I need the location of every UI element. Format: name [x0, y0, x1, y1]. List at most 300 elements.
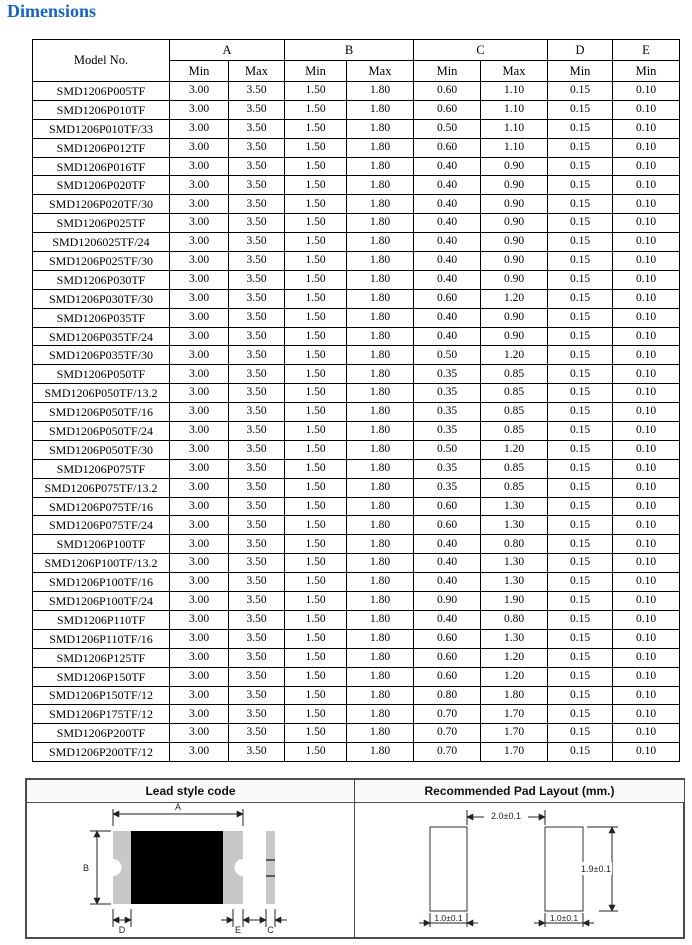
dim-label-b: B — [82, 863, 89, 873]
value-cell: 1.80 — [347, 157, 414, 176]
value-cell: 1.50 — [285, 592, 347, 611]
value-cell: 0.90 — [481, 195, 548, 214]
model-no-cell: SMD1206P020TF/30 — [33, 195, 170, 214]
dim-gap: 2.0±0.1 — [491, 811, 521, 821]
value-cell: 0.60 — [414, 648, 481, 667]
value-cell: 0.15 — [548, 705, 613, 724]
value-cell: 3.00 — [170, 422, 229, 441]
model-no-cell: SMD1206P075TF/16 — [33, 497, 170, 516]
value-cell: 1.10 — [481, 100, 548, 119]
value-cell: 0.90 — [481, 270, 548, 289]
value-cell: 1.80 — [347, 629, 414, 648]
value-cell: 1.50 — [285, 440, 347, 459]
lead-style-panel — [27, 780, 355, 937]
dim-label-d: D — [118, 925, 126, 935]
value-cell: 1.80 — [347, 195, 414, 214]
value-cell: 0.90 — [481, 308, 548, 327]
value-cell: 3.00 — [170, 516, 229, 535]
dim-pad-height: 1.9±0.1 — [581, 864, 611, 874]
value-cell: 1.50 — [285, 610, 347, 629]
right-notch — [235, 859, 252, 876]
value-cell: 3.00 — [170, 384, 229, 403]
value-cell: 3.50 — [229, 440, 285, 459]
model-no-cell: SMD1206P025TF — [33, 214, 170, 233]
value-cell: 3.00 — [170, 705, 229, 724]
value-cell: 0.10 — [613, 157, 680, 176]
model-no-cell: SMD1206P125TF — [33, 648, 170, 667]
value-cell: 0.10 — [613, 422, 680, 441]
value-cell: 0.15 — [548, 82, 613, 101]
value-cell: 1.30 — [481, 629, 548, 648]
value-cell: 0.85 — [481, 384, 548, 403]
table-row — [33, 365, 680, 384]
value-cell: 0.10 — [613, 573, 680, 592]
value-cell: 3.50 — [229, 82, 285, 101]
value-cell: 3.50 — [229, 327, 285, 346]
value-cell: 3.50 — [229, 233, 285, 252]
table-row — [33, 403, 680, 422]
value-cell: 0.10 — [613, 233, 680, 252]
value-cell: 0.85 — [481, 459, 548, 478]
value-cell: 0.35 — [414, 403, 481, 422]
value-cell: 0.15 — [548, 233, 613, 252]
value-cell: 0.15 — [548, 119, 613, 138]
value-cell: 0.50 — [414, 119, 481, 138]
left-notch — [105, 859, 122, 876]
value-cell: 0.15 — [548, 554, 613, 573]
dim-label-c: C — [267, 925, 274, 935]
value-cell: 1.80 — [347, 535, 414, 554]
value-cell: 1.80 — [347, 724, 414, 743]
value-cell: 0.15 — [548, 592, 613, 611]
table-row — [33, 705, 680, 724]
value-cell: 0.10 — [613, 346, 680, 365]
value-cell: 3.00 — [170, 100, 229, 119]
subheader-a-min: Min — [170, 61, 229, 82]
col-header-c: C — [414, 40, 548, 61]
dim-left-pad-width: 1.0±0.1 — [434, 913, 463, 923]
value-cell: 1.80 — [347, 592, 414, 611]
value-cell: 1.30 — [481, 516, 548, 535]
value-cell: 1.20 — [481, 648, 548, 667]
value-cell: 3.50 — [229, 573, 285, 592]
value-cell: 1.80 — [347, 478, 414, 497]
table-row — [33, 743, 680, 762]
value-cell: 0.35 — [414, 365, 481, 384]
value-cell: 0.40 — [414, 214, 481, 233]
value-cell: 1.50 — [285, 743, 347, 762]
value-cell: 1.50 — [285, 705, 347, 724]
subheader-b-max: Max — [347, 61, 414, 82]
value-cell: 3.00 — [170, 667, 229, 686]
value-cell: 1.80 — [347, 497, 414, 516]
value-cell: 3.50 — [229, 610, 285, 629]
model-no-cell: SMD1206P200TF/12 — [33, 743, 170, 762]
value-cell: 0.10 — [613, 308, 680, 327]
value-cell: 0.10 — [613, 535, 680, 554]
pad-layout-panel — [355, 780, 684, 937]
value-cell: 0.15 — [548, 667, 613, 686]
value-cell: 1.80 — [347, 289, 414, 308]
value-cell: 0.15 — [548, 252, 613, 271]
value-cell: 0.10 — [613, 327, 680, 346]
value-cell: 1.80 — [347, 554, 414, 573]
model-no-cell: SMD1206P016TF — [33, 157, 170, 176]
value-cell: 0.70 — [414, 705, 481, 724]
table-row — [33, 535, 680, 554]
value-cell: 0.85 — [481, 478, 548, 497]
model-no-cell: SMD1206P110TF/16 — [33, 629, 170, 648]
value-cell: 3.50 — [229, 478, 285, 497]
value-cell: 0.10 — [613, 610, 680, 629]
value-cell: 0.10 — [613, 629, 680, 648]
value-cell: 3.00 — [170, 82, 229, 101]
value-cell: 1.50 — [285, 327, 347, 346]
value-cell: 1.30 — [481, 497, 548, 516]
value-cell: 1.80 — [347, 459, 414, 478]
value-cell: 3.00 — [170, 743, 229, 762]
value-cell: 0.10 — [613, 82, 680, 101]
value-cell: 1.50 — [285, 365, 347, 384]
value-cell: 3.00 — [170, 573, 229, 592]
table-row — [33, 289, 680, 308]
value-cell: 3.00 — [170, 535, 229, 554]
value-cell: 0.15 — [548, 176, 613, 195]
value-cell: 1.80 — [347, 648, 414, 667]
value-cell: 0.15 — [548, 724, 613, 743]
value-cell: 0.10 — [613, 119, 680, 138]
col-header-d: D — [548, 40, 613, 61]
value-cell: 0.90 — [481, 157, 548, 176]
model-no-cell: SMD1206P150TF/12 — [33, 686, 170, 705]
value-cell: 0.40 — [414, 573, 481, 592]
table-row — [33, 516, 680, 535]
value-cell: 0.40 — [414, 176, 481, 195]
value-cell: 0.10 — [613, 743, 680, 762]
value-cell: 1.80 — [347, 176, 414, 195]
table-row — [33, 610, 680, 629]
value-cell: 0.15 — [548, 743, 613, 762]
table-row — [33, 270, 680, 289]
table-row — [33, 176, 680, 195]
value-cell: 1.10 — [481, 138, 548, 157]
value-cell: 0.15 — [548, 573, 613, 592]
col-header-b: B — [285, 40, 414, 61]
value-cell: 3.00 — [170, 270, 229, 289]
value-cell: 1.80 — [347, 422, 414, 441]
value-cell: 3.00 — [170, 157, 229, 176]
value-cell: 1.70 — [481, 724, 548, 743]
dim-label-e: E — [234, 925, 242, 935]
value-cell: 1.70 — [481, 705, 548, 724]
value-cell: 3.00 — [170, 478, 229, 497]
value-cell: 1.50 — [285, 138, 347, 157]
value-cell: 3.00 — [170, 195, 229, 214]
value-cell: 3.50 — [229, 119, 285, 138]
value-cell: 0.60 — [414, 100, 481, 119]
value-cell: 0.15 — [548, 610, 613, 629]
value-cell: 3.00 — [170, 233, 229, 252]
value-cell: 1.20 — [481, 289, 548, 308]
value-cell: 0.10 — [613, 100, 680, 119]
table-row — [33, 629, 680, 648]
value-cell: 0.10 — [613, 138, 680, 157]
value-cell: 0.10 — [613, 667, 680, 686]
value-cell: 0.10 — [613, 176, 680, 195]
table-row — [33, 440, 680, 459]
model-no-cell: SMD1206P050TF/30 — [33, 440, 170, 459]
value-cell: 0.10 — [613, 270, 680, 289]
value-cell: 1.80 — [347, 743, 414, 762]
value-cell: 0.90 — [481, 214, 548, 233]
value-cell: 1.80 — [347, 308, 414, 327]
model-no-cell: SMD1206P100TF — [33, 535, 170, 554]
table-row — [33, 157, 680, 176]
table-row — [33, 573, 680, 592]
value-cell: 1.30 — [481, 573, 548, 592]
model-no-cell: SMD1206P030TF — [33, 270, 170, 289]
value-cell: 3.00 — [170, 119, 229, 138]
value-cell: 0.10 — [613, 252, 680, 271]
left-pad — [430, 827, 467, 911]
value-cell: 1.80 — [347, 346, 414, 365]
value-cell: 3.50 — [229, 554, 285, 573]
value-cell: 1.50 — [285, 629, 347, 648]
value-cell: 0.15 — [548, 497, 613, 516]
value-cell: 0.80 — [481, 535, 548, 554]
value-cell: 1.50 — [285, 648, 347, 667]
model-no-cell: SMD1206P035TF — [33, 308, 170, 327]
value-cell: 0.60 — [414, 82, 481, 101]
table-row — [33, 308, 680, 327]
subheader-c-min: Min — [414, 61, 481, 82]
value-cell: 0.15 — [548, 327, 613, 346]
value-cell: 0.40 — [414, 270, 481, 289]
table-row — [33, 592, 680, 611]
value-cell: 0.10 — [613, 365, 680, 384]
model-no-cell: SMD1206P010TF — [33, 100, 170, 119]
value-cell: 0.15 — [548, 478, 613, 497]
model-no-cell: SMD1206P020TF — [33, 176, 170, 195]
value-cell: 0.10 — [613, 440, 680, 459]
model-no-cell: SMD1206025TF/24 — [33, 233, 170, 252]
value-cell: 3.00 — [170, 459, 229, 478]
value-cell: 1.50 — [285, 100, 347, 119]
col-header-model: Model No. — [33, 40, 170, 82]
model-no-cell: SMD1206P200TF — [33, 724, 170, 743]
value-cell: 1.20 — [481, 346, 548, 365]
table-row — [33, 100, 680, 119]
value-cell: 1.50 — [285, 346, 347, 365]
side-view-strip — [266, 831, 275, 904]
model-no-cell: SMD1206P075TF/13.2 — [33, 478, 170, 497]
value-cell: 3.00 — [170, 724, 229, 743]
value-cell: 3.50 — [229, 308, 285, 327]
value-cell: 3.50 — [229, 592, 285, 611]
value-cell: 1.20 — [481, 440, 548, 459]
value-cell: 0.10 — [613, 592, 680, 611]
value-cell: 0.15 — [548, 648, 613, 667]
value-cell: 3.00 — [170, 497, 229, 516]
model-no-cell: SMD1206P050TF/16 — [33, 403, 170, 422]
model-no-cell: SMD1206P035TF/24 — [33, 327, 170, 346]
value-cell: 3.50 — [229, 138, 285, 157]
value-cell: 0.10 — [613, 384, 680, 403]
value-cell: 1.80 — [347, 270, 414, 289]
value-cell: 1.20 — [481, 667, 548, 686]
value-cell: 0.10 — [613, 648, 680, 667]
table-row — [33, 119, 680, 138]
value-cell: 1.80 — [347, 327, 414, 346]
value-cell: 0.60 — [414, 516, 481, 535]
dimensions-table — [32, 39, 680, 762]
value-cell: 3.00 — [170, 440, 229, 459]
value-cell: 1.50 — [285, 119, 347, 138]
model-no-cell: SMD1206P100TF/16 — [33, 573, 170, 592]
value-cell: 0.90 — [481, 176, 548, 195]
table-row — [33, 478, 680, 497]
value-cell: 0.80 — [414, 686, 481, 705]
value-cell: 3.50 — [229, 459, 285, 478]
value-cell: 3.00 — [170, 346, 229, 365]
value-cell: 1.50 — [285, 535, 347, 554]
value-cell: 1.10 — [481, 119, 548, 138]
model-no-cell: SMD1206P010TF/33 — [33, 119, 170, 138]
value-cell: 1.80 — [347, 233, 414, 252]
model-no-cell: SMD1206P150TF — [33, 667, 170, 686]
value-cell: 1.80 — [347, 667, 414, 686]
value-cell: 0.90 — [481, 327, 548, 346]
value-cell: 0.10 — [613, 403, 680, 422]
value-cell: 3.50 — [229, 648, 285, 667]
value-cell: 0.40 — [414, 535, 481, 554]
dim-label-a: A — [174, 803, 182, 812]
value-cell: 1.50 — [285, 554, 347, 573]
value-cell: 3.50 — [229, 365, 285, 384]
table-row — [33, 233, 680, 252]
model-no-cell: SMD1206P050TF — [33, 365, 170, 384]
lead-style-title: Lead style code — [27, 780, 354, 803]
value-cell: 3.50 — [229, 384, 285, 403]
value-cell: 0.60 — [414, 138, 481, 157]
value-cell: 3.50 — [229, 176, 285, 195]
pad-layout-diagram — [355, 803, 684, 938]
value-cell: 0.10 — [613, 554, 680, 573]
value-cell: 1.80 — [347, 119, 414, 138]
value-cell: 1.50 — [285, 157, 347, 176]
value-cell: 0.80 — [481, 610, 548, 629]
value-cell: 3.50 — [229, 252, 285, 271]
value-cell: 3.50 — [229, 667, 285, 686]
value-cell: 1.80 — [347, 252, 414, 271]
value-cell: 0.40 — [414, 195, 481, 214]
value-cell: 3.00 — [170, 648, 229, 667]
value-cell: 0.10 — [613, 497, 680, 516]
value-cell: 1.50 — [285, 459, 347, 478]
value-cell: 0.15 — [548, 440, 613, 459]
value-cell: 0.15 — [548, 686, 613, 705]
value-cell: 1.80 — [347, 82, 414, 101]
value-cell: 0.10 — [613, 459, 680, 478]
subheader-c-max: Max — [481, 61, 548, 82]
value-cell: 3.00 — [170, 138, 229, 157]
value-cell: 0.70 — [414, 724, 481, 743]
table-body — [33, 82, 680, 762]
value-cell: 1.50 — [285, 573, 347, 592]
value-cell: 0.40 — [414, 327, 481, 346]
table-row — [33, 327, 680, 346]
value-cell: 0.15 — [548, 270, 613, 289]
value-cell: 3.50 — [229, 705, 285, 724]
subheader-d-min: Min — [548, 61, 613, 82]
value-cell: 0.10 — [613, 686, 680, 705]
value-cell: 0.15 — [548, 422, 613, 441]
value-cell: 1.50 — [285, 252, 347, 271]
value-cell: 1.30 — [481, 554, 548, 573]
value-cell: 0.60 — [414, 289, 481, 308]
lead-style-diagram — [27, 803, 354, 938]
model-no-cell: SMD1206P012TF — [33, 138, 170, 157]
value-cell: 0.15 — [548, 403, 613, 422]
value-cell: 1.50 — [285, 308, 347, 327]
value-cell: 0.35 — [414, 459, 481, 478]
value-cell: 1.70 — [481, 743, 548, 762]
value-cell: 0.15 — [548, 138, 613, 157]
value-cell: 3.50 — [229, 100, 285, 119]
value-cell: 1.80 — [347, 403, 414, 422]
value-cell: 3.50 — [229, 195, 285, 214]
table-row — [33, 422, 680, 441]
value-cell: 1.50 — [285, 497, 347, 516]
value-cell: 1.90 — [481, 592, 548, 611]
model-no-cell: SMD1206P100TF/13.2 — [33, 554, 170, 573]
value-cell: 1.50 — [285, 195, 347, 214]
dim-right-pad-width: 1.0±0.1 — [549, 913, 579, 923]
value-cell: 1.50 — [285, 667, 347, 686]
value-cell: 3.50 — [229, 403, 285, 422]
value-cell: 3.00 — [170, 289, 229, 308]
value-cell: 3.00 — [170, 176, 229, 195]
value-cell: 0.10 — [613, 724, 680, 743]
value-cell: 3.00 — [170, 365, 229, 384]
value-cell: 0.15 — [548, 289, 613, 308]
value-cell: 0.10 — [613, 195, 680, 214]
model-no-cell: SMD1206P175TF/12 — [33, 705, 170, 724]
table-row — [33, 384, 680, 403]
value-cell: 3.50 — [229, 724, 285, 743]
value-cell: 3.00 — [170, 629, 229, 648]
table-row — [33, 459, 680, 478]
table-row — [33, 252, 680, 271]
value-cell: 0.15 — [548, 516, 613, 535]
diagram-box — [25, 778, 685, 939]
value-cell: 1.50 — [285, 422, 347, 441]
table-row — [33, 195, 680, 214]
value-cell: 3.50 — [229, 214, 285, 233]
table-row — [33, 214, 680, 233]
value-cell: 0.40 — [414, 233, 481, 252]
value-cell: 0.90 — [414, 592, 481, 611]
value-cell: 0.15 — [548, 308, 613, 327]
value-cell: 0.90 — [481, 233, 548, 252]
value-cell: 0.85 — [481, 365, 548, 384]
model-no-cell: SMD1206P110TF — [33, 610, 170, 629]
page-title: Dimensions — [7, 1, 97, 21]
value-cell: 0.15 — [548, 629, 613, 648]
value-cell: 0.15 — [548, 535, 613, 554]
value-cell: 1.50 — [285, 176, 347, 195]
value-cell: 0.10 — [613, 516, 680, 535]
